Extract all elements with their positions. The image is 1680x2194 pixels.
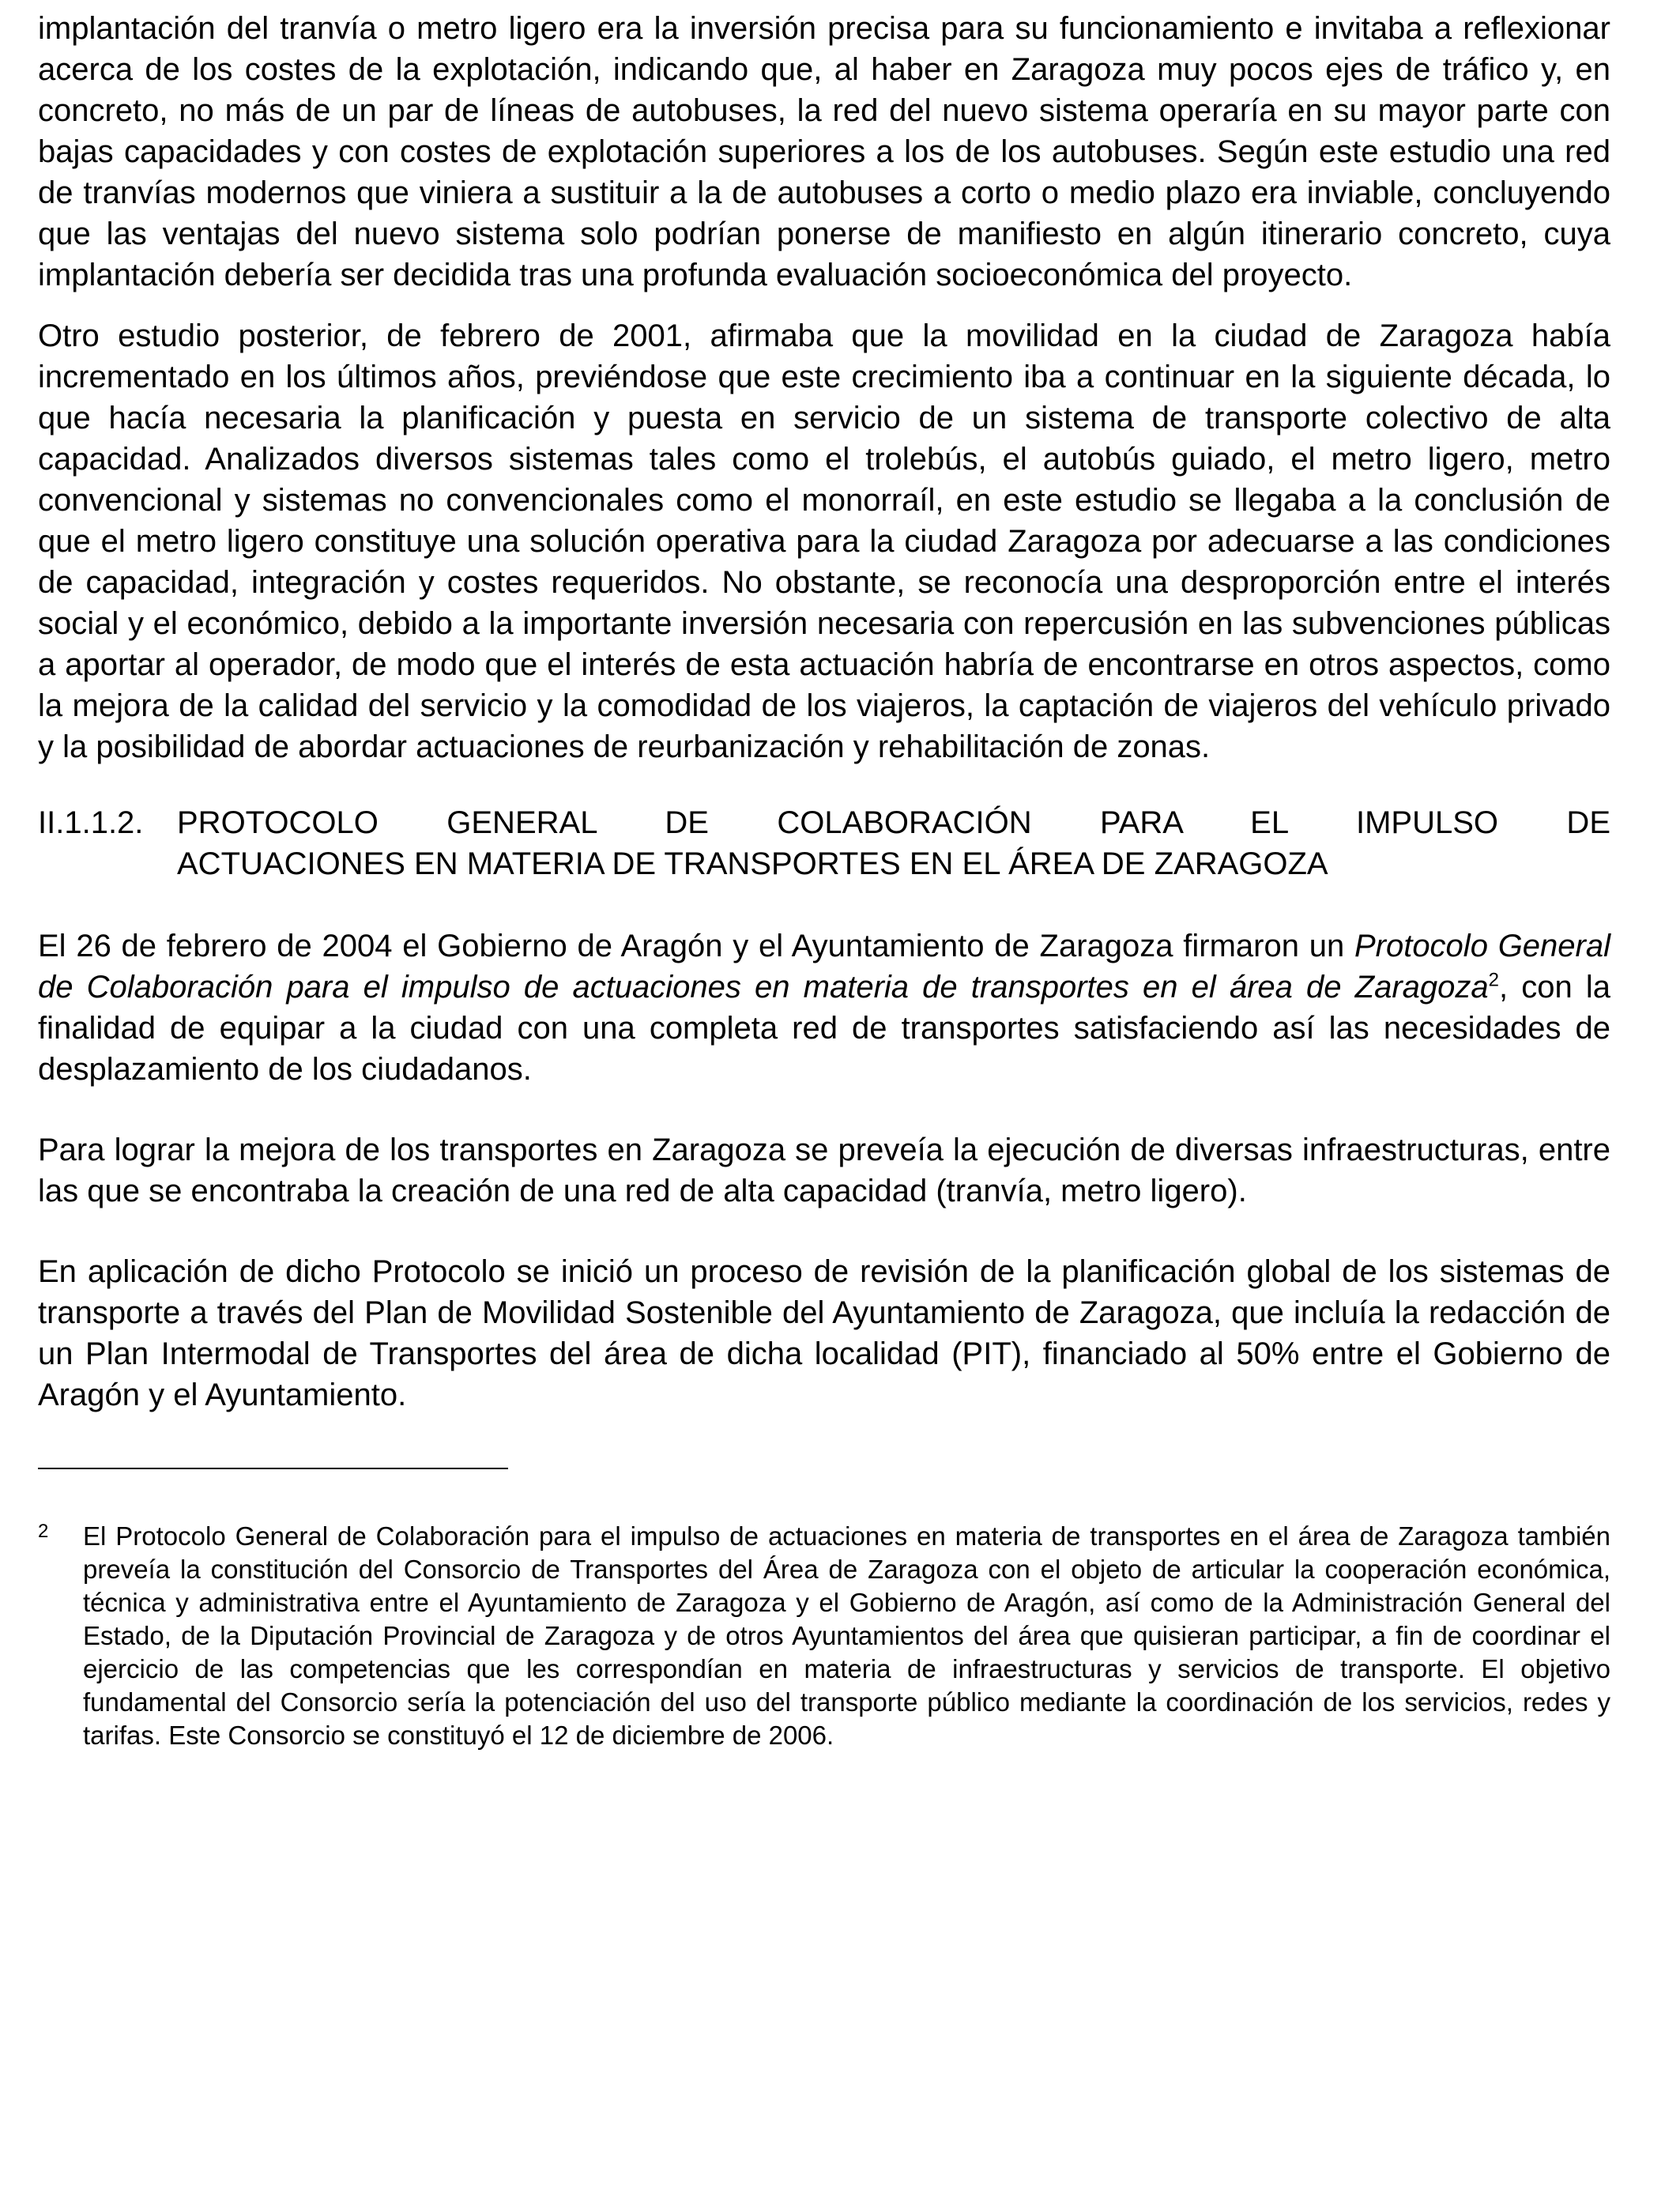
section-title xyxy=(177,802,1610,884)
paragraph-3 xyxy=(38,925,1610,1090)
paragraph-3-text-after: , con la finalidad de equipar a la ciudad con una completa red de transportes satisfaciendo así las necesidades de desplazamiento de los ciudadanos. xyxy=(38,970,1610,1087)
protocol-title-italic: Protocolo General de Colaboración para el impulso de actuaciones en materia de transportes en el área de Zaragoza xyxy=(38,929,1610,1005)
footnote-text: El Protocolo General de Colaboración para el impulso de actuaciones en materia de transportes en el área de Zaragoza también preveía la constitución del Consorcio de Transportes del Área de Zaragoza con el objeto de articular la cooperación económica, técnica y administrativa entre el Ayuntamiento de Zaragoza y el Gobierno de Aragón, así como de la Administración General del Estado, de la Diputación Provincial de Zaragoza y de otros Ayuntamientos del área que quisieran participar, a fin de coordinar el ejercicio de las competencias que les correspondían en materia de infraestructuras y servicios de transporte. El objetivo fundamental del Consorcio sería la potenciación del uso del transporte público mediante la coordinación de los servicios, redes y tarifas. Este Consorcio se constituyó el 12 de diciembre de 2006. xyxy=(83,1521,1610,1750)
paragraph-4: Para lograr la mejora de los transportes en Zaragoza se preveía la ejecución de diversas infraestructuras, entre las que se encontraba la creación de una red de alta capacidad (tranvía, metro ligero). xyxy=(38,1133,1610,1208)
paragraph-1: implantación del tranvía o metro ligero era la inversión precisa para su funcionamiento e invitaba a reflexionar acerca de los costes de la explotación, indicando que, al haber en Zaragoza muy pocos ejes de tráfico y, en concreto, no más de un par de líneas de autobuses, la red del nuevo sistema operaría en su mayor parte con bajas capacidades y con costes de explotación superiores a los de los autobuses. Según este estudio una red de tranvías modernos que viniera a sustituir a la de autobuses a corto o medio plazo era inviable, concluyendo que las ventajas del nuevo sistema solo podrían ponerse de manifiesto en algún itinerario concreto, cuya implantación debería ser decidida tras una profunda evaluación socioeconómica del proyecto. xyxy=(38,11,1610,292)
document-page xyxy=(38,8,1610,1752)
paragraph-5: En aplicación de dicho Protocolo se inició un proceso de revisión de la planificación global de los sistemas de transporte a través del Plan de Movilidad Sostenible del Ayuntamiento de Zaragoza, que incluía la redacción de un Plan Intermodal de Transportes del área de dicha localidad (PIT), financiado al 50% entre el Gobierno de Aragón y el Ayuntamiento. xyxy=(38,1254,1610,1412)
footnote-separator xyxy=(38,1468,508,1469)
footnote-number: 2 xyxy=(38,1521,49,1542)
paragraph-2: Otro estudio posterior, de febrero de 2001, afirmaba que la movilidad en la ciudad de Zaragoza había incrementado en los últimos años, previéndose que este crecimiento iba a continuar en la siguiente década, lo que hacía necesaria la planificación y puesta en servicio de un sistema de transporte colectivo de alta capacidad. Analizados diversos sistemas tales como el trolebús, el autobús guiado, el metro ligero, metro convencional y sistemas no convencionales como el monorraíl, en este estudio se llegaba a la conclusión de que el metro ligero constituye una solución operativa para la ciudad Zaragoza por adecuarse a las condiciones de capacidad, integración y costes requeridos. No obstante, se reconocía una desproporción entre el interés social y el económico, debido a la importante inversión necesaria con repercusión en las subvenciones públicas a aportar al operador, de modo que el interés de esta actuación habría de encontrarse en otros aspectos, como la mejora de la calidad del servicio y la comodidad de los viajeros, la captación de viajeros del vehículo privado y la posibilidad de abordar actuaciones de reurbanización y rehabilitación de zonas. xyxy=(38,319,1610,764)
footnote xyxy=(38,1520,1610,1752)
section-number: II.1.1.2. xyxy=(38,805,144,840)
paragraph-3-text-before: El 26 de febrero de 2004 el Gobierno de Aragón y el Ayuntamiento de Zaragoza firmaron un xyxy=(38,929,1354,963)
footnote-reference[interactable]: 2 xyxy=(1488,969,1500,991)
section-heading xyxy=(38,802,1610,884)
section-title-line-2: ACTUACIONES EN MATERIA DE TRANSPORTES EN EL ÁREA DE ZARAGOZA xyxy=(177,846,1328,881)
section-title-line-1: PROTOCOLO GENERAL DE COLABORACIÓN PARA EL IMPULSO DE xyxy=(177,805,1610,840)
